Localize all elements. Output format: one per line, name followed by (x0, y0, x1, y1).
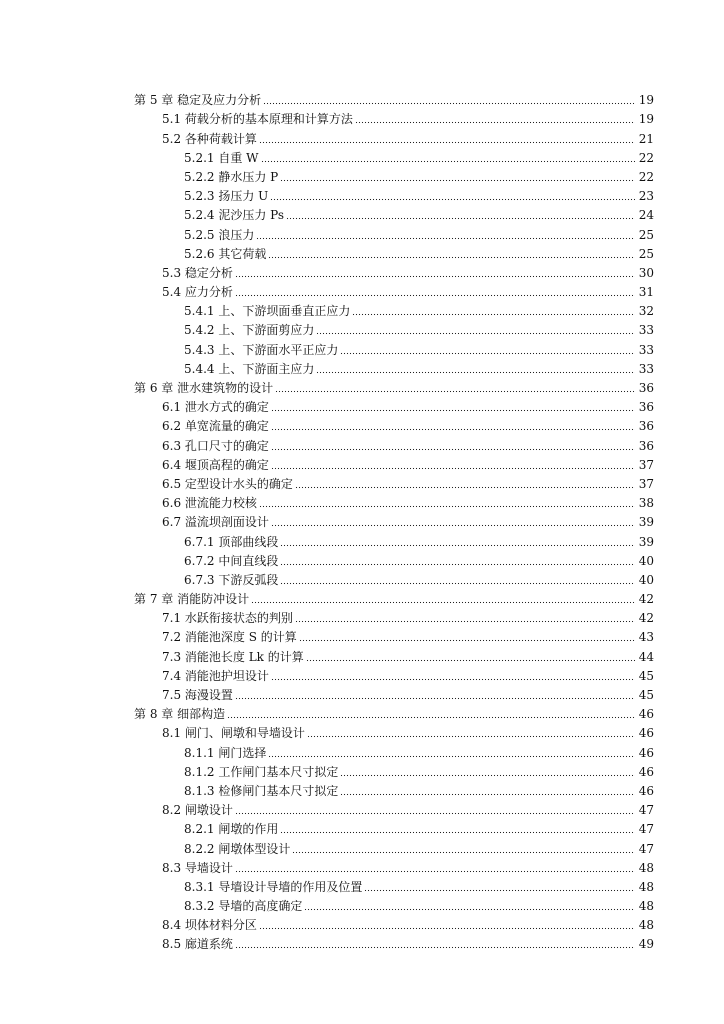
toc-dot-leader (271, 428, 635, 431)
toc-entry-title: 8.1.3 检修闸门基本尺寸拟定 (184, 783, 339, 798)
toc-entry-page: 25 (638, 227, 654, 242)
toc-dot-leader (299, 639, 635, 642)
toc-entry[interactable] (0, 588, 724, 607)
toc-dot-leader (271, 448, 635, 451)
toc-entry-title: 8.3 导墙设计 (162, 860, 233, 875)
toc-entry[interactable] (0, 857, 724, 876)
toc-entry[interactable] (0, 722, 724, 741)
toc-entry-title: 5.2.1 自重 W (184, 150, 259, 165)
toc-entry-page: 48 (638, 879, 654, 894)
toc-entry-title: 6.7 溢流坝剖面设计 (162, 515, 269, 530)
toc-entry-title: 6.7.2 中间直线段 (184, 553, 279, 568)
toc-dot-leader (271, 678, 635, 681)
toc-entry[interactable] (0, 108, 724, 127)
toc-entry-title: 8.3.2 导墙的高度确定 (184, 899, 303, 914)
toc-entry[interactable] (0, 530, 724, 549)
toc-entry-page: 48 (638, 899, 654, 914)
toc-entry[interactable] (0, 492, 724, 511)
toc-entry[interactable] (0, 569, 724, 588)
toc-entry-title: 6.3 孔口尺寸的确定 (162, 438, 269, 453)
toc-entry-page: 38 (638, 496, 654, 511)
toc-dot-leader (280, 179, 635, 182)
toc-dot-leader (355, 121, 635, 124)
toc-dot-leader (227, 716, 635, 719)
toc-dot-leader (235, 870, 635, 873)
toc-entry-title: 6.7.1 顶部曲线段 (184, 534, 279, 549)
toc-dot-leader (316, 332, 635, 335)
toc-dot-leader (286, 217, 635, 220)
toc-entry[interactable] (0, 166, 724, 185)
toc-dot-leader (292, 851, 635, 854)
toc-entry[interactable] (0, 434, 724, 453)
toc-entry-page: 46 (638, 745, 654, 760)
toc-entry[interactable] (0, 223, 724, 242)
toc-entry-page: 47 (638, 822, 654, 837)
toc-entry-page: 46 (638, 707, 654, 722)
toc-dot-leader (364, 889, 635, 892)
toc-dot-leader (340, 774, 635, 777)
toc-entry[interactable] (0, 147, 724, 166)
toc-dot-leader (235, 946, 635, 949)
toc-dot-leader (259, 505, 635, 508)
toc-entry-title: 8.1.1 闸门选择 (184, 745, 267, 760)
toc-dot-leader (271, 467, 635, 470)
toc-entry-title: 5.4 应力分析 (162, 285, 233, 300)
toc-entry[interactable] (0, 396, 724, 415)
toc-dot-leader (270, 198, 635, 201)
toc-entry-title: 第 5 章 稳定及应力分析 (134, 93, 262, 108)
toc-dot-leader (280, 544, 635, 547)
toc-entry[interactable] (0, 607, 724, 626)
toc-entry[interactable] (0, 780, 724, 799)
toc-entry-title: 5.4.1 上、下游坝面垂直正应力 (184, 304, 351, 319)
toc-entry[interactable] (0, 185, 724, 204)
toc-entry-title: 5.3 稳定分析 (162, 265, 233, 280)
toc-dot-leader (261, 160, 636, 163)
toc-entry-title: 6.5 定型设计水头的确定 (162, 476, 293, 491)
toc-entry-page: 42 (638, 611, 654, 626)
toc-entry[interactable] (0, 127, 724, 146)
toc-entry[interactable] (0, 511, 724, 530)
toc-entry-page: 19 (638, 93, 654, 108)
toc-entry[interactable] (0, 933, 724, 952)
toc-entry[interactable] (0, 338, 724, 357)
toc-entry-page: 45 (638, 668, 654, 683)
toc-entry[interactable] (0, 319, 724, 338)
toc-dot-leader (316, 371, 635, 374)
toc-dot-leader (235, 275, 635, 278)
table-of-contents (0, 89, 724, 952)
toc-entry-title: 7.3 消能池长度 Lk 的计算 (162, 649, 304, 664)
toc-entry-page: 48 (638, 918, 654, 933)
toc-entry-page: 19 (638, 112, 654, 127)
toc-entry-title: 5.4.2 上、下游面剪应力 (184, 323, 315, 338)
toc-dot-leader (306, 659, 635, 662)
toc-entry-title: 第 7 章 消能防冲设计 (134, 592, 250, 607)
toc-entry-page: 43 (638, 630, 654, 645)
toc-dot-leader (256, 237, 635, 240)
toc-entry-title: 7.1 水跃衔接状态的判别 (162, 611, 293, 626)
toc-entry-page: 48 (638, 860, 654, 875)
toc-entry-page: 49 (638, 937, 654, 952)
toc-dot-leader (307, 735, 635, 738)
toc-entry-page: 23 (638, 189, 654, 204)
toc-dot-leader (235, 812, 635, 815)
toc-entry-page: 31 (638, 285, 654, 300)
toc-entry-title: 5.2.5 浪压力 (184, 227, 255, 242)
toc-dot-leader (271, 409, 635, 412)
toc-entry-title: 8.2.1 闸墩的作用 (184, 822, 279, 837)
toc-dot-leader (352, 313, 635, 316)
toc-entry-page: 40 (638, 572, 654, 587)
toc-entry-title: 5.2 各种荷载计算 (162, 131, 257, 146)
toc-entry-page: 46 (638, 726, 654, 741)
toc-entry[interactable] (0, 837, 724, 856)
toc-entry-page: 24 (638, 208, 654, 223)
toc-entry[interactable] (0, 243, 724, 262)
toc-entry[interactable] (0, 281, 724, 300)
toc-entry[interactable] (0, 89, 724, 108)
toc-entry-title: 8.3.1 导墙设计导墙的作用及位置 (184, 879, 363, 894)
toc-dot-leader (235, 294, 635, 297)
toc-entry-title: 第 8 章 细部构造 (134, 707, 226, 722)
toc-entry-title: 6.1 泄水方式的确定 (162, 400, 269, 415)
toc-dot-leader (259, 141, 635, 144)
toc-dot-leader (340, 793, 635, 796)
toc-entry[interactable] (0, 262, 724, 281)
toc-entry[interactable] (0, 761, 724, 780)
toc-entry-page: 40 (638, 553, 654, 568)
toc-dot-leader (235, 697, 635, 700)
toc-dot-leader (268, 755, 635, 758)
toc-dot-leader (295, 486, 635, 489)
toc-entry-page: 47 (638, 841, 654, 856)
toc-entry-title: 8.1.2 工作闸门基本尺寸拟定 (184, 764, 339, 779)
toc-entry[interactable] (0, 818, 724, 837)
toc-entry-page: 39 (638, 534, 654, 549)
toc-entry-page: 22 (638, 150, 654, 165)
toc-entry-title: 5.2.2 静水压力 P (184, 169, 279, 184)
toc-entry[interactable] (0, 550, 724, 569)
toc-entry-page: 47 (638, 803, 654, 818)
toc-dot-leader (268, 256, 635, 259)
toc-entry-page: 33 (638, 323, 654, 338)
toc-entry-title: 8.2.2 闸墩体型设计 (184, 841, 291, 856)
toc-entry[interactable] (0, 358, 724, 377)
toc-entry-page: 46 (638, 783, 654, 798)
toc-entry-title: 8.5 廊道系统 (162, 937, 233, 952)
toc-entry-title: 6.2 单宽流量的确定 (162, 419, 269, 434)
toc-entry-title: 5.4.3 上、下游面水平正应力 (184, 342, 339, 357)
toc-entry[interactable] (0, 415, 724, 434)
toc-entry[interactable] (0, 703, 724, 722)
toc-entry-title: 7.2 消能池深度 S 的计算 (162, 630, 297, 645)
toc-dot-leader (280, 563, 635, 566)
toc-entry-page: 25 (638, 246, 654, 261)
toc-entry-title: 6.4 堰顶高程的确定 (162, 457, 269, 472)
toc-entry[interactable] (0, 300, 724, 319)
toc-entry-page: 45 (638, 688, 654, 702)
toc-entry-page: 37 (638, 457, 654, 472)
toc-dot-leader (259, 927, 635, 930)
toc-entry-page: 22 (638, 169, 654, 184)
toc-entry-title: 6.7.3 下游反弧段 (184, 572, 279, 587)
toc-entry-page: 42 (638, 592, 654, 607)
toc-entry[interactable] (0, 895, 724, 914)
toc-entry-page: 21 (638, 131, 654, 146)
toc-entry-page: 36 (638, 381, 654, 395)
toc-entry-title: 5.2.4 泥沙压力 Ps (184, 208, 285, 223)
toc-entry[interactable] (0, 454, 724, 473)
toc-entry-title: 7.4 消能池护坦设计 (162, 668, 269, 683)
toc-entry-title: 5.4.4 上、下游面主应力 (184, 361, 315, 376)
toc-entry-page: 30 (638, 265, 654, 280)
toc-entry[interactable] (0, 799, 724, 818)
toc-entry-title: 8.4 坝体材料分区 (162, 918, 257, 933)
toc-entry[interactable] (0, 741, 724, 760)
toc-entry-title: 7.5 海漫设置 (162, 688, 233, 702)
toc-entry-page: 33 (638, 342, 654, 357)
toc-entry[interactable] (0, 684, 724, 703)
toc-entry-page: 36 (638, 438, 654, 453)
toc-dot-leader (280, 831, 635, 834)
toc-entry-title: 5.2.3 扬压力 U (184, 189, 269, 204)
toc-entry[interactable] (0, 473, 724, 492)
toc-entry-page: 32 (638, 304, 654, 319)
toc-entry-title: 5.1 荷载分析的基本原理和计算方法 (162, 112, 353, 127)
toc-entry-page: 46 (638, 764, 654, 779)
toc-dot-leader (295, 620, 635, 623)
toc-dot-leader (263, 102, 635, 105)
toc-entry-title: 8.2 闸墩设计 (162, 803, 233, 818)
toc-entry[interactable] (0, 645, 724, 664)
toc-entry-page: 36 (638, 400, 654, 415)
toc-entry[interactable] (0, 876, 724, 895)
toc-entry[interactable] (0, 377, 724, 396)
toc-entry-title: 6.6 泄流能力校核 (162, 496, 257, 511)
toc-entry[interactable] (0, 204, 724, 223)
toc-entry[interactable] (0, 665, 724, 684)
toc-entry[interactable] (0, 914, 724, 933)
toc-entry-page: 44 (638, 649, 654, 664)
toc-dot-leader (304, 908, 635, 911)
toc-entry-page: 37 (638, 476, 654, 491)
toc-entry-page: 36 (638, 419, 654, 434)
toc-dot-leader (271, 524, 635, 527)
toc-dot-leader (340, 352, 635, 355)
toc-entry-title: 8.1 闸门、闸墩和导墙设计 (162, 726, 305, 741)
toc-entry-page: 39 (638, 515, 654, 530)
toc-dot-leader (275, 390, 635, 393)
toc-entry-title: 5.2.6 其它荷载 (184, 246, 267, 261)
toc-dot-leader (251, 601, 635, 604)
toc-dot-leader (280, 582, 635, 585)
toc-entry-page: 33 (638, 361, 654, 376)
toc-entry[interactable] (0, 626, 724, 645)
toc-entry-title: 第 6 章 泄水建筑物的设计 (134, 381, 274, 395)
